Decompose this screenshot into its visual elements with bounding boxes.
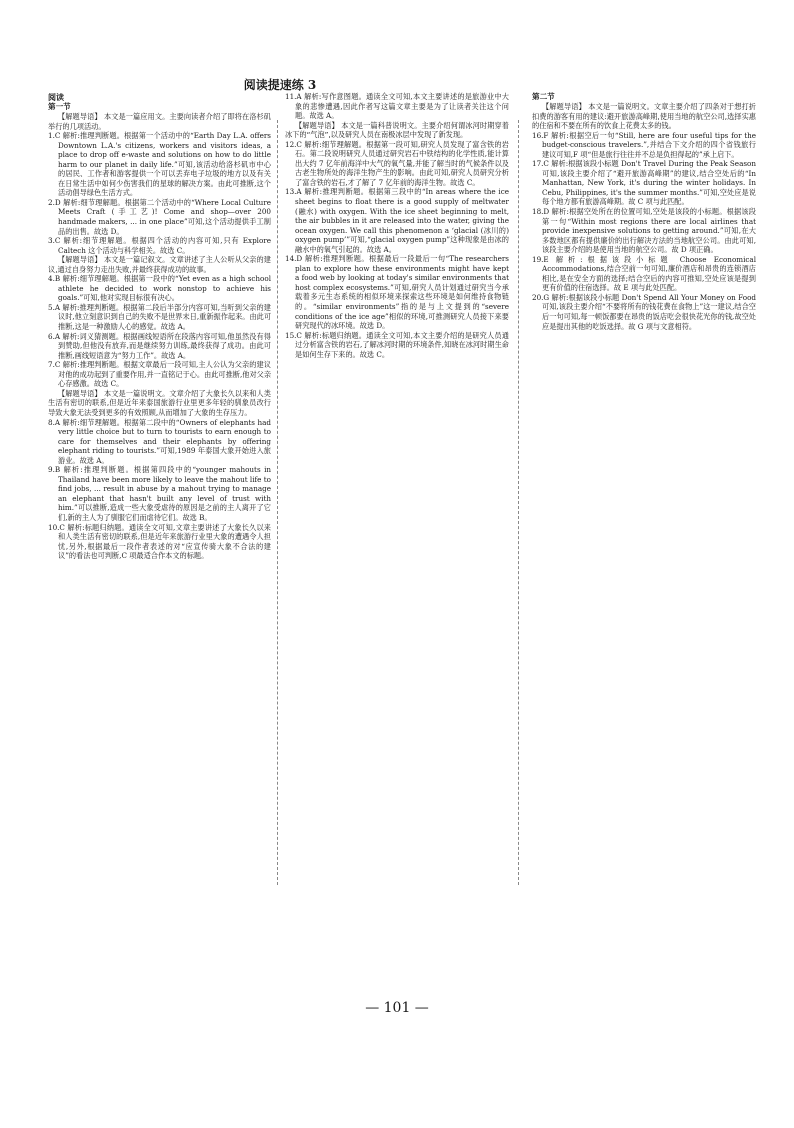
page-number: — 101 — <box>365 1000 429 1016</box>
part-heading: 第二节 <box>532 92 555 101</box>
part-heading: 第一节 <box>48 102 71 111</box>
answer-item: 14.D 解析:推理判断题。根据最后一段最后一句“The researchers plan to explore how these environments might have kept a food web by looking at today's similar environments that host complex ecosystems.”可知,研究人员计划通过研究当今承载着多元生态系统的相似环境来探索这些环境是如何维持食物链的。“similar environments”指的是与上文提到的“severe conditions of the ice age”相似的环境,可推测研究人员接下来要研究现代的冰环境。故选 D。 <box>285 254 509 331</box>
paragraph-list <box>532 102 756 331</box>
column-divider <box>277 120 278 885</box>
section-heading: 阅读 <box>48 92 64 102</box>
column-middle <box>285 92 509 522</box>
answer-item: 8.A 解析:细节理解题。根据第二段中的“Owners of elephants had very little choice but to turn to tourists to earn enough to care for themselves and their elephants by offering elephant riding to tourists.”可知,1989 年泰国大象开始进入旅游业。故选 A。 <box>48 417 271 465</box>
answer-item: 16.F 解析:根据空后一句“Still, here are four useful tips for the budget-conscious travelers.”,并结合下文介绍的四个省钱旅行建议可知,F 项“但是旅行往往并不总是负担得起的”承上启下。 <box>532 130 756 159</box>
answer-item: 11.A 解析:写作意图题。通读全文可知,本文主要讲述的是旅游业中大象的悲惨遭遇,因此作者写这篇文章主要是为了让读者关注这个问题。故选 A。 <box>285 92 509 121</box>
answer-item: 17.C 解析:根据该段小标题 Don't Travel During the Peak Season 可知,该段主要介绍了“避开旅游高峰期”的建议,结合空处后的“In Manhattan, New York, it's during the winter holidays. In Cebu, Philippines, it's the summer months.”可知,空处应是说每个地方都有旅游高峰期。故 C 项与此匹配。 <box>532 159 756 207</box>
answer-item: 3.C 解析:细节理解题。根据四个活动的内容可知,只有 Explore Caltech 这个活动与科学相关。故选 C。 <box>48 236 271 255</box>
answer-item: 1.C 解析:推理判断题。根据第一个活动中的“Earth Day L.A. offers Downtown L.A.'s citizens, workers and visitors ideas, a place to drop off e-waste and solutions on how to do little harm to our planet in daily life.”可知,该活动给洛杉矶市中心的居民、工作者和游客提供一个可以丢弃电子垃圾的地方以及有关在日常生活中如何少伤害我们的星球的解决方案。由此可推断,这个活动倡导绿色生活方式。 <box>48 131 271 198</box>
answer-item: 13.A 解析:推理判断题。根据第三段中的“In areas where the ice sheet begins to float there is a good supply of meltwater (融水) with oxygen. With the ice sheet beginning to melt, the air bubbles in it are released into the water, giving the ocean oxygen. We call this phenomenon a ‘glacial (冰川的) oxygen pump’”可知,“glacial oxygen pump”这种现象是由冰的融水中的氧气引起的。故选 A。 <box>285 187 509 254</box>
guide-paragraph: 【解题导语】 本文是一篇科普说明文。主要介绍何谓冰河时期穿着冰下的“气泡”,以及研究人员在南极冰层中发现了新发现。 <box>285 120 509 140</box>
answer-item: 2.D 解析:细节理解题。根据第二个活动中的“Where Local Culture Meets Craft (手工艺)! Come and shop—over 200 handmade makers, ... in one place”可知,这个活动提供手工制品的出售。故选 D。 <box>48 197 271 236</box>
answer-item: 9.B 解析:推理判断题。根据第四段中的“younger mahouts in Thailand have been more likely to leave the mahout life to find jobs, ... result in abuse by a mahout trying to manage an elephant that hasn't built any level of trust with him.”可以推断,造成一些大象受虐待的原因是之前的主人离开了它们,新的主人为了驯服它们而虐待它们。故选 B。 <box>48 465 271 522</box>
answer-item: 15.C 解析:标题归纳题。通读全文可知,本文主要介绍的是研究人员通过分析富含铁的岩石,了解冰河时期的环境条件,知晓在冰河时期生命是如何生存下来的。故选 C。 <box>285 330 509 359</box>
column-divider <box>518 120 519 885</box>
guide-paragraph: 【解题导语】 本文是一篇应用文。主要向读者介绍了即将在洛杉矶举行的几项活动。 <box>48 112 271 131</box>
answer-item: 6.A 解析:词义猜测题。根据画线短语所在段落内容可知,他虽然没有得到赞助,但他没有放弃,而是继续努力训练,最终获得了成功。由此可推断,画线短语意为“努力工作”。故选 A。 <box>48 331 271 360</box>
column-left <box>48 92 271 792</box>
answer-item: 18.D 解析:根据空处所在的位置可知,空处是该段的小标题。根据该段第一句“Within most regions there are local airlines that provide inexpensive solutions to getting around.”可知,在大多数地区都有提供廉价的出行解决方法的当地航空公司。由此可知,该段主要介绍的是使用当地的航空公司。故 D 项正确。 <box>532 207 756 255</box>
guide-paragraph: 【解题导语】 本文是一篇记叙文。文章讲述了主人公听从父亲的建议,通过自身努力走出失败,并最终获得成功的故事。 <box>48 255 271 274</box>
answer-item: 5.A 解析:推理判断题。根据第二段后半部分内容可知,当听到父亲的建议时,他立刻意识到自己的失败不是世界末日,重新振作起来。由此可推断,这是一种激励人心的感觉。故选 A。 <box>48 302 271 332</box>
answer-item: 19.E 解析:根据该段小标题 Choose Economical Accommodations,结合空前一句可知,廉价酒店和昂贵的连锁酒店相比,是在安全方面的选择;结合空后的内容可推知,空处应该是提到更有价值的住宿选择。故 E 项与此处匹配。 <box>532 254 756 293</box>
guide-paragraph: 【解题导语】 本文是一篇说明文。文章介绍了大象长久以来和人类生活有密切的联系,但是近年来泰国旅游行业里更多年轻的驯象员改行导致大象无法受到更多的有效照顾,从而增加了大象的生存压力。 <box>48 388 271 417</box>
guide-paragraph: 【解题导语】 本文是一篇说明文。文章主要介绍了四条对于想打折扣费的游客有用的建议:避开旅游高峰期,使用当地的航空公司,选择实惠的住宿和不要在所有的饮食上花费太多的钱。 <box>532 102 756 131</box>
page-title: 阅读提速练 3 <box>243 78 317 92</box>
paragraph-list <box>285 92 509 359</box>
paragraph-list <box>48 112 271 561</box>
answer-item: 7.C 解析:推理判断题。根据文章最后一段可知,主人公认为父亲的建议对他的成功起到了重要作用,并一直铭记于心。由此可推断,他对父亲心存感激。故选 C。 <box>48 360 271 389</box>
answer-item: 4.B 解析:细节理解题。根据第一段中的“Yet even as a high school athlete he decided to work nonstop to achieve his goals.”可知,他对实现目标很有决心。 <box>48 274 271 303</box>
answer-item: 12.C 解析:细节理解题。根据第一段可知,研究人员发现了富含铁的岩石。第二段说明研究人员通过研究岩石中铁结构的化学性质,能计算出大约 7 亿年前海洋中大气的氧气量,并能了解当时的气候条件以及古老生物所处的海洋生物产生的影响。由此可知,研究人员研究分析了富含铁的岩石,才了解了 7 亿年前的海洋生物。故选 C。 <box>285 139 509 187</box>
answer-item: 10.C 解析:标题归纳题。通读全文可知,文章主要讲述了大象长久以来和人类生活有密切的联系,但是近年来旅游行业里大象的遭遇令人担忧,另外,根据最后一段作者表述的对“应宣传骑大象不合法的建议”的看法也可判断,C 项最适合作本文的标题。 <box>48 522 271 561</box>
column-right <box>532 92 756 472</box>
answer-item: 20.G 解析:根据该段小标题 Don't Spend All Your Money on Food 可知,该段主要介绍“不要将所有的钱花费在食物上”这一建议,结合空后一句可知,每一顿饭都要在昂贵的饭店吃会很快花光你的钱,故空处应是提出其他的吃饭选择。故 G 项与文意相符。 <box>532 292 756 331</box>
